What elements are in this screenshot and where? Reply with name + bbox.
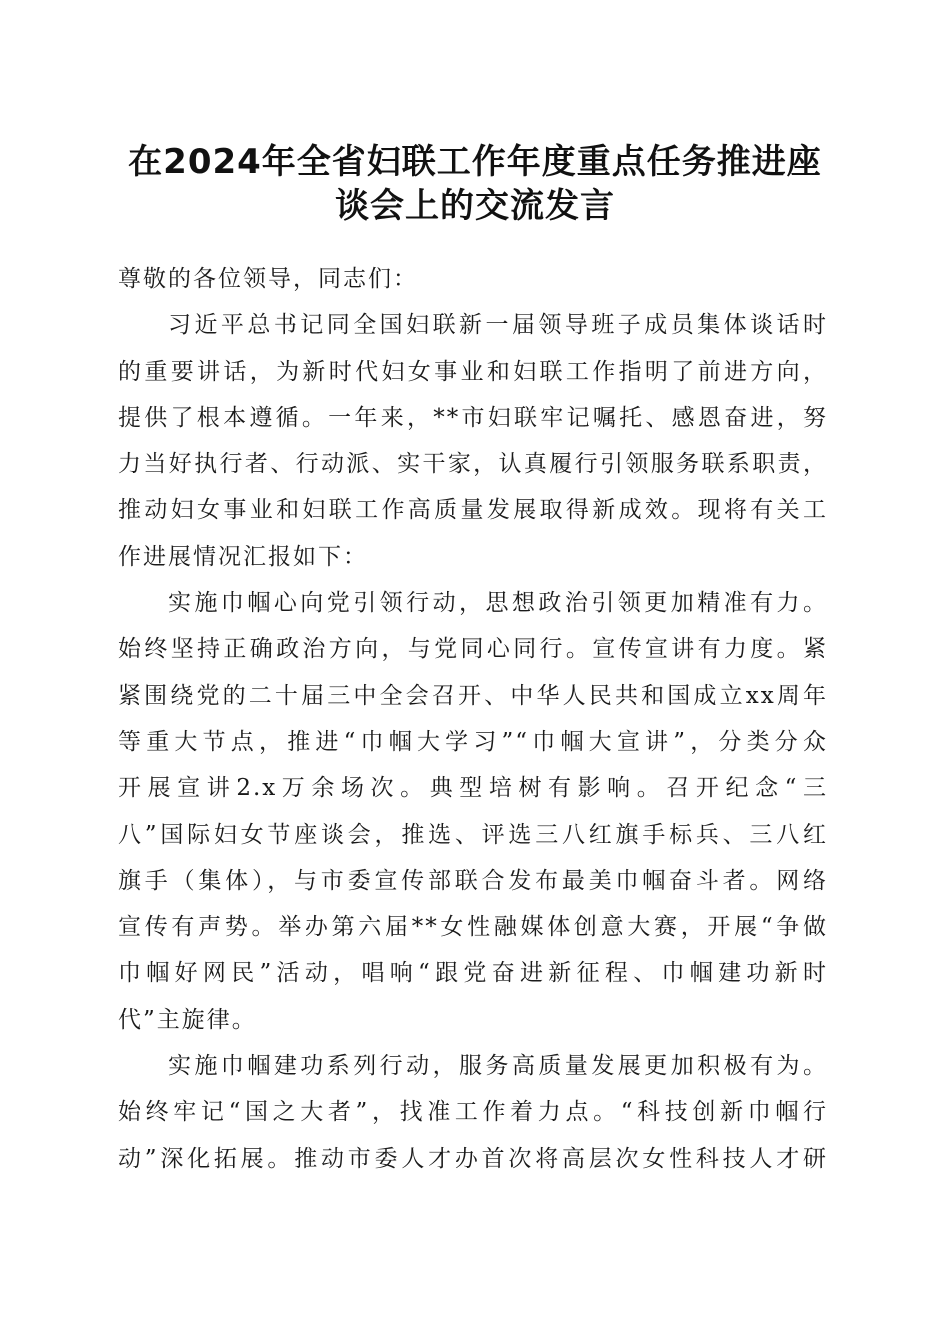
body-line: 动”深化拓展。推动市委人才办首次将高层次女性科技人才研 (118, 1145, 828, 1172)
document-title-line-2: 谈会上的交流发言 (335, 186, 615, 226)
body-line: 提供了根本遵循。一年来，**市妇联牢记嘱托、感恩奋进，努 (118, 404, 828, 431)
body-line: 实施巾帼建功系列行动，服务高质量发展更加积极有为。 (168, 1053, 828, 1080)
body-line: 八”国际妇女节座谈会，推选、评选三八红旗手标兵、三八红 (118, 821, 828, 848)
body-line: 作进展情况汇报如下： (118, 543, 368, 570)
body-line: 等重大节点，推进“巾帼大学习”“巾帼大宣讲”，分类分众 (118, 728, 828, 755)
body-line: 的重要讲话，为新时代妇女事业和妇联工作指明了前进方向， (118, 358, 828, 385)
body-line: 巾帼好网民”活动，唱响“跟党奋进新征程、巾帼建功新时 (118, 960, 828, 987)
body-line: 紧围绕党的二十届三中全会召开、中华人民共和国成立xx周年 (118, 682, 828, 709)
body-line: 力当好执行者、行动派、实干家，认真履行引领服务联系职责， (118, 451, 828, 478)
document-body (118, 256, 828, 1182)
body-line: 始终牢记“国之大者”，找准工作着力点。“科技创新巾帼行 (118, 1099, 828, 1126)
document-title-line-1: 在2024年全省妇联工作年度重点任务推进座 (128, 142, 822, 182)
body-line: 始终坚持正确政治方向，与党同心同行。宣传宣讲有力度。紧 (118, 636, 828, 663)
body-line: 习近平总书记同全国妇联新一届领导班子成员集体谈话时 (168, 312, 828, 339)
body-line: 代”主旋律。 (118, 1006, 257, 1033)
body-line: 推动妇女事业和妇联工作高质量发展取得新成效。现将有关工 (118, 497, 828, 524)
body-line: 开展宣讲2.x万余场次。典型培树有影响。召开纪念“三 (118, 775, 828, 802)
body-line: 旗手（集体），与市委宣传部联合发布最美巾帼奋斗者。网络 (118, 867, 828, 894)
body-line: 实施巾帼心向党引领行动，思想政治引领更加精准有力。 (168, 590, 828, 617)
body-lines (118, 302, 828, 1182)
salutation: 尊敬的各位领导，同志们： (118, 266, 418, 292)
body-line: 宣传有声势。举办第六届**女性融媒体创意大赛，开展“争做 (118, 914, 828, 941)
